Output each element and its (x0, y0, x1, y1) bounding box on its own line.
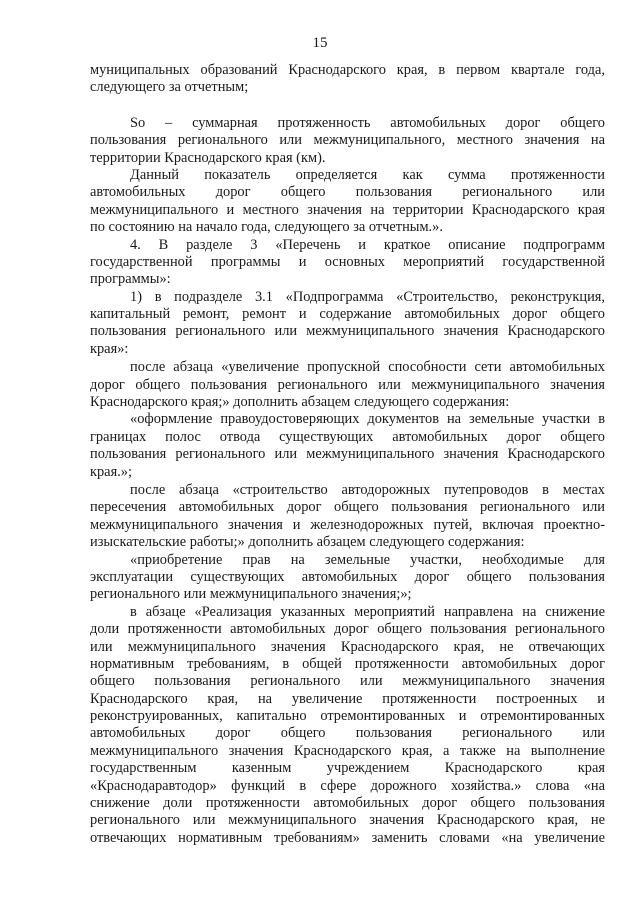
text-line: пересечения автомобильных дорог общего пользования регионального или (90, 499, 605, 516)
text-line: или межмуниципального значения Краснодарского края, не отвечающих (90, 638, 605, 655)
text-line: реконструированных, капитально отремонтированных и отремонтированных (90, 708, 605, 725)
text-line: после абзаца «строительство автодорожных путепроводов в местах (130, 481, 605, 498)
text-line: межмуниципального значения и железнодорожных путей, включая проектно- (90, 516, 605, 533)
text-line: автомобильных дорог общего пользования регионального или (90, 725, 605, 742)
text-line: «приобретение прав на земельные участки, необходимые для (130, 551, 605, 568)
text-line: в абзаце «Реализация указанных мероприятий направлена на снижение (130, 603, 605, 620)
text-line: муниципальных образований Краснодарского края, в первом квартале года, (90, 62, 605, 78)
text-line: следующего за отчетным; (90, 79, 249, 96)
text-line: доли протяженности автомобильных дорог общего пользования регионального (90, 621, 605, 638)
text-line: общего пользования регионального или межмуниципального значения (90, 673, 605, 690)
text-line: государственным казенным учреждением Краснодарского края (90, 760, 605, 777)
text-line: края.»; (90, 463, 132, 480)
text-line: эксплуатации существующих автомобильных дорог общего пользования (90, 568, 605, 585)
text-line: Данный показатель определяется как сумма протяженности (130, 166, 605, 183)
text-line: пользования регионального или межмуниципального значения Краснодарского (90, 323, 605, 340)
text-line: пользования регионального или межмуниципального значения Краснодарского (90, 446, 605, 463)
text-line: отвечающих нормативным требованиям» заменить словами «на увеличение (90, 829, 605, 846)
text-line: межмуниципального и местного значения на территории Краснодарского края (90, 201, 605, 218)
text-line: регионального или межмуниципального значения;»; (90, 586, 412, 603)
text-line: края»: (90, 340, 129, 357)
text-line: по состоянию на начало года, следующего за отчетным.». (90, 219, 443, 236)
text-line: дорог общего пользования регионального или межмуниципального значения (90, 376, 605, 393)
text-line: территории Краснодарского края (км). (90, 149, 326, 166)
text-line: Краснодарского края;» дополнить абзацем следующего содержания: (90, 394, 510, 411)
text-line: нормативным требованиям, в общей протяженности автомобильных дорог (90, 655, 605, 672)
text-line: «Краснодаравтодор» функций в сфере дорожного хозяйства.» слова «на (90, 777, 605, 794)
text-line: 1) в подразделе 3.1 «Подпрограмма «Строительство, реконструкция, (130, 288, 605, 305)
text-line: межмуниципального значения Краснодарского края, а также на выполнение (90, 742, 605, 759)
text-line: 4. В разделе 3 «Перечень и краткое описание подпрограмм (130, 236, 605, 253)
text-line: So – суммарная протяженность автомобильных дорог общего (130, 114, 605, 131)
text-line: пользования регионального или межмуниципального, местного значения на (90, 132, 605, 149)
document-body (90, 62, 605, 847)
text-line: автомобильных дорог общего пользования регионального или (90, 184, 605, 201)
page-number: 15 (312, 35, 328, 51)
text-line: государственной программы и основных мероприятий государственной (90, 253, 605, 270)
text-line: границах полос отвода существующих автомобильных дорог общего (90, 428, 605, 445)
text-line: изыскательские работы;» дополнить абзацем следующего содержания: (90, 534, 525, 551)
text-line: «оформление правоудостоверяющих документов на земельные участки в (130, 411, 605, 428)
text-line: капитальный ремонт, ремонт и содержание автомобильных дорог общего (90, 306, 605, 323)
text-line: программы»: (90, 271, 171, 288)
text-line: Краснодарского края, на увеличение протяженности построенных и (90, 690, 605, 707)
text-line: после абзаца «увеличение пропускной способности сети автомобильных (130, 359, 605, 376)
text-line: регионального или межмуниципального значения Краснодарского края, не (90, 812, 605, 829)
text-line: снижение доли протяженности автомобильных дорог общего пользования (90, 795, 605, 812)
